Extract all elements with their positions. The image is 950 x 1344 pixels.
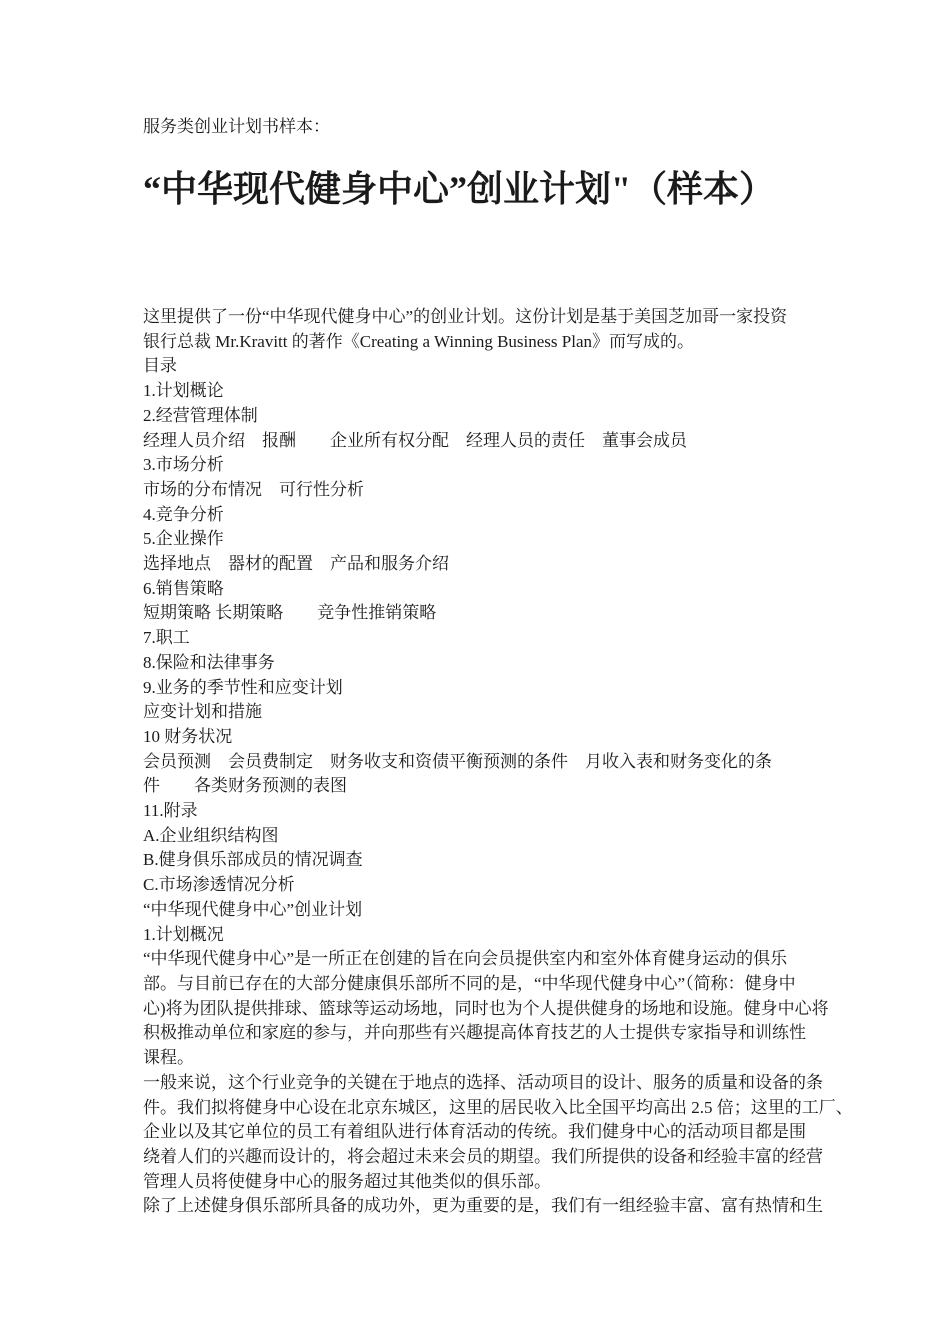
text-line: 3.市场分析 xyxy=(143,455,224,475)
text-line: 积极推动单位和家庭的参与，并向那些有兴趣提高体育技艺的人士提供专家指导和训练性 xyxy=(143,1023,806,1043)
text-line: 7.职工 xyxy=(143,628,190,648)
text-line: 除了上述健身俱乐部所具备的成功外，更为重要的是，我们有一组经验丰富、富有热情和生 xyxy=(143,1196,823,1216)
text-line: 11.附录 xyxy=(143,801,198,821)
doc-title: “中华现代健身中心”创业计划"（样本） xyxy=(143,169,775,209)
doc-body xyxy=(143,305,853,1219)
text-line: “中华现代健身中心”创业计划 xyxy=(143,899,363,919)
text-line: 会员预测 会员费制定 财务收支和资债平衡预测的条件 月收入表和财务变化的条 xyxy=(143,751,772,771)
text-line: 绕着人们的兴趣而设计的，将会超过未来会员的期望。我们所提供的设备和经验丰富的经营 xyxy=(143,1146,823,1166)
text-line: A.企业组织结构图 xyxy=(143,825,279,845)
text-line: 6.销售策略 xyxy=(143,578,224,598)
text-line: 8.保险和法律事务 xyxy=(143,652,275,672)
text-line: 5.企业操作 xyxy=(143,529,224,549)
text-line: 1.计划概论 xyxy=(143,381,224,401)
text-line: 件。我们拟将健身中心设在北京东城区，这里的居民收入比全国平均高出 2.5 倍；这里的工厂、 xyxy=(143,1097,853,1117)
text-line: 选择地点 器材的配置 产品和服务介绍 xyxy=(143,554,449,574)
text-line: 心)将为团队提供排球、篮球等运动场地，同时也为个人提供健身的场地和设施。健身中心将 xyxy=(143,998,829,1018)
text-line: 市场的分布情况 可行性分析 xyxy=(143,479,364,499)
text-line: 企业以及其它单位的员工有着组队进行体育活动的传统。我们健身中心的活动项目都是围 xyxy=(143,1122,806,1142)
text-line: “中华现代健身中心”是一所正在创建的旨在向会员提供室内和室外体育健身运动的俱乐 xyxy=(143,949,788,969)
text-line: 目录 xyxy=(143,356,177,376)
text-line: 短期策略 长期策略 竞争性推销策略 xyxy=(143,603,437,623)
text-line: 9.业务的季节性和应变计划 xyxy=(143,677,343,697)
text-line: 1.计划概况 xyxy=(143,924,224,944)
text-line: 件 各类财务预测的表图 xyxy=(143,776,347,796)
text-line: 10 财务状况 xyxy=(143,726,233,746)
text-line: 应变计划和措施 xyxy=(143,702,262,722)
text-line: 一般来说，这个行业竞争的关键在于地点的选择、活动项目的设计、服务的质量和设备的条 xyxy=(143,1072,823,1092)
text-line: 部。与目前已存在的大部分健康俱乐部所不同的是，“中华现代健身中心”（简称：健身中 xyxy=(143,973,796,993)
text-line: 经理人员介绍 报酬 企业所有权分配 经理人员的责任 董事会成员 xyxy=(143,430,687,450)
text-line: 2.经营管理体制 xyxy=(143,405,258,425)
text-line: 管理人员将使健身中心的服务超过其他类似的俱乐部。 xyxy=(143,1171,551,1191)
text-line: C.市场渗透情况分析 xyxy=(143,875,295,895)
text-line: 4.竞争分析 xyxy=(143,504,224,524)
doc-kicker: 服务类创业计划书样本： xyxy=(143,117,330,136)
text-line: B.健身俱乐部成员的情况调查 xyxy=(143,850,363,870)
text-line: 课程。 xyxy=(143,1048,194,1068)
text-line: 银行总裁 Mr.Kravitt 的著作《Creating a Winning Business Plan》而写成的。 xyxy=(143,331,695,351)
text-line: 这里提供了一份“中华现代健身中心”的创业计划。这份计划是基于美国芝加哥一家投资 xyxy=(143,307,788,326)
